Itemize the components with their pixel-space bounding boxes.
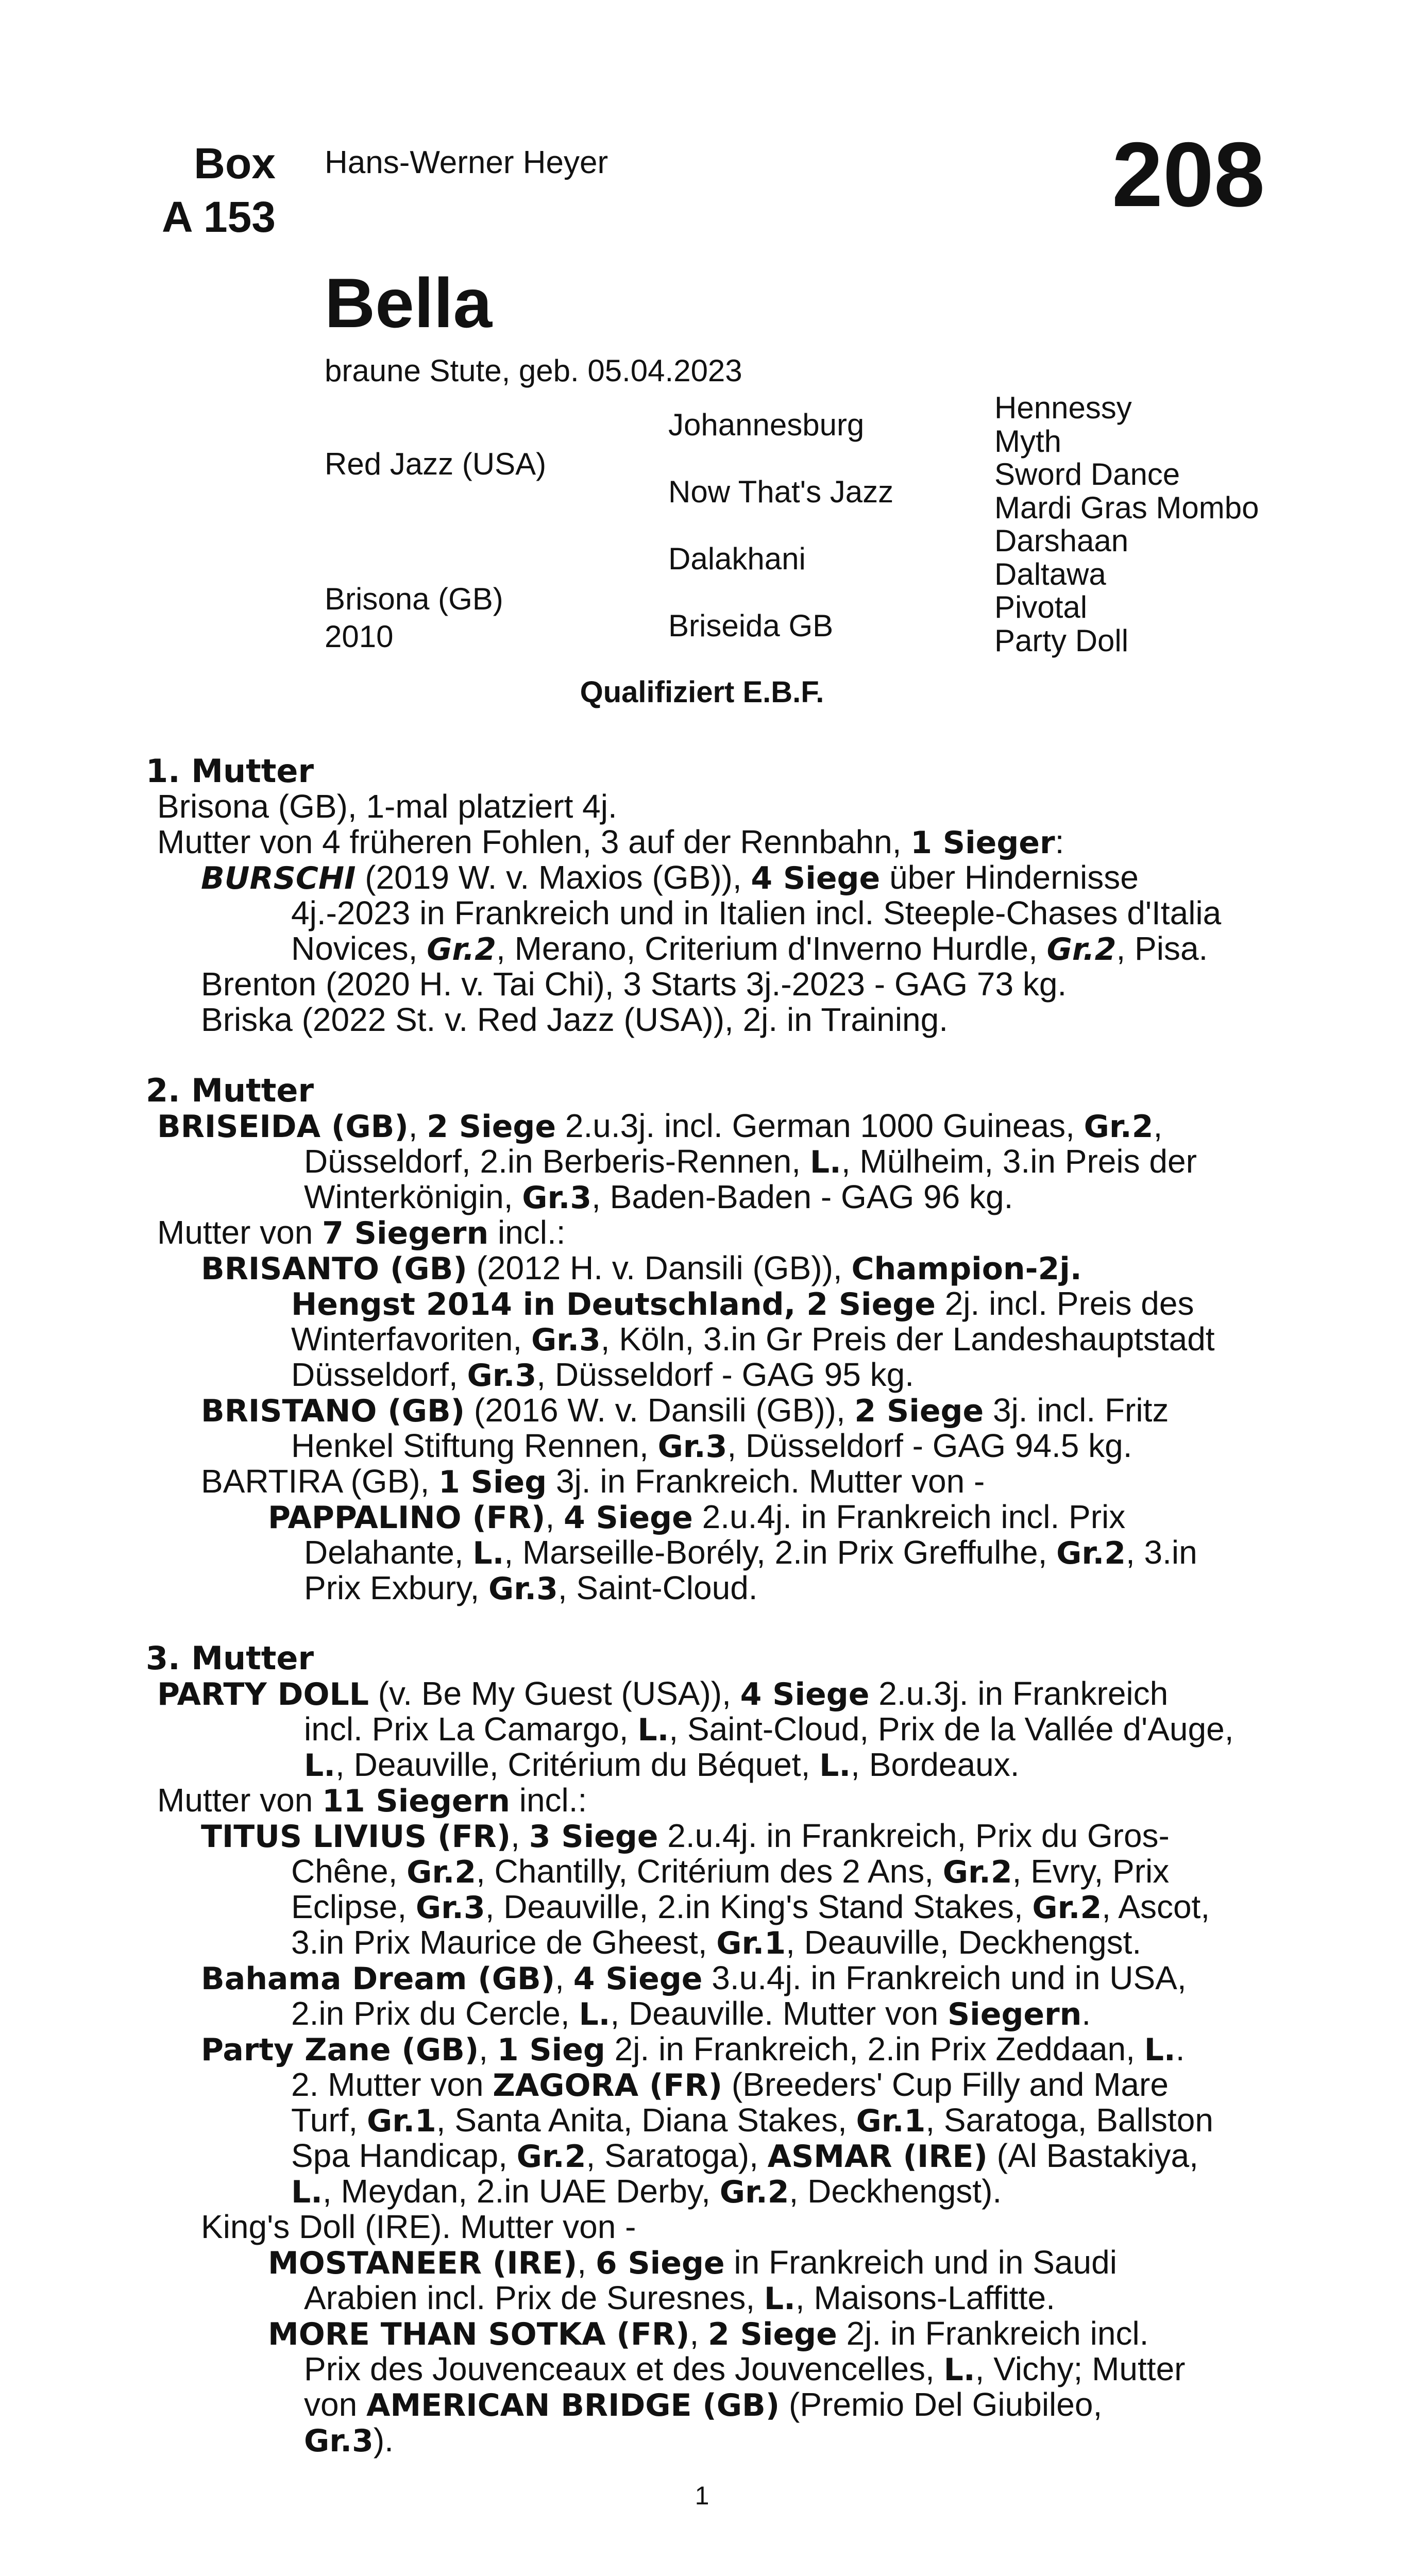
progeny-pappalino-cont: Prix Exbury, Gr.3, Saint-Cloud. [304,1569,758,1607]
progeny-kings-doll: King's Doll (IRE). Mutter von - [201,2208,636,2245]
page-number: 1 [695,2481,709,2510]
progeny-bristano-cont: Henkel Stiftung Rennen, Gr.3, Düsseldorf - GAG 94.5 kg. [291,1427,1132,1465]
horse-description: braune Stute, geb. 05.04.2023 [325,353,742,388]
pedigree-ggp: Mardi Gras Mombo [994,490,1259,525]
progeny-bahama-dream-cont: 2.in Prix du Cercle, L., Deauville. Mutter von Siegern. [291,1995,1091,2032]
pedigree-great-grandparents [994,392,1259,657]
qualification: Qualifiziert E.B.F. [580,675,824,709]
progeny-titus-livius-cont: 3.in Prix Maurice de Gheest, Gr.1, Deauville, Deckhengst. [291,1924,1142,1961]
second-dam-heading: 2. Mutter [146,1072,314,1109]
third-dam-party-doll: PARTY DOLL (v. Be My Guest (USA)), 4 Siege 2.u.3j. in Frankreich [157,1675,1169,1713]
horse-name: Bella [325,264,493,342]
second-dam-briseida-cont: Düsseldorf, 2.in Berberis-Rennen, L., Mülheim, 3.in Preis der [304,1143,1197,1180]
box-number: A 153 [161,193,276,241]
pedigree-ggp: Darshaan [994,523,1129,558]
progeny-briska: Briska (2022 St. v. Red Jazz (USA)), 2j. in Training. [201,1001,948,1038]
progeny-party-zane-cont: L., Meydan, 2.in UAE Derby, Gr.2, Deckhengst). [291,2173,1002,2210]
progeny-brisanto: BRISANTO (GB) (2012 H. v. Dansili (GB)), Champion-2j. [201,1249,1082,1287]
third-dam-mother-of: Mutter von 11 Siegern incl.: [157,1782,587,1819]
second-dam-briseida-cont: Winterkönigin, Gr.3, Baden-Baden - GAG 96 kg. [304,1178,1013,1216]
progeny-brenton: Brenton (2020 H. v. Tai Chi), 3 Starts 3j.-2023 - GAG 73 kg. [201,965,1067,1003]
progeny-pappalino-cont: Delahante, L., Marseille-Borély, 2.in Prix Greffulhe, Gr.2, 3.in [304,1534,1197,1571]
progeny-party-zane-cont: Turf, Gr.1, Santa Anita, Diana Stakes, Gr.1, Saratoga, Ballston [291,2102,1213,2139]
progeny-titus-livius-cont: Eclipse, Gr.3, Deauville, 2.in King's Stand Stakes, Gr.2, Ascot, [291,1888,1210,1926]
first-dam-progeny: Mutter von 4 früheren Fohlen, 3 auf der Rennbahn, 1 Sieger: [157,823,1064,861]
pedigree-sire: Red Jazz (USA) [325,447,547,481]
pedigree-sire-sire: Johannesburg [668,408,865,442]
progeny-more-than-sotka-cont: Prix des Jouvenceaux et des Jouvencelles, L., Vichy; Mutter [304,2350,1186,2388]
second-dam-briseida: BRISEIDA (GB), 2 Siege 2.u.3j. incl. German 1000 Guineas, Gr.2, [157,1107,1163,1145]
pedigree-ggp: Hennessy [994,391,1132,425]
progeny-more-than-sotka-cont: Gr.3). [304,2421,394,2459]
progeny-burschi-cont: Novices, Gr.2, Merano, Criterium d'Inverno Hurdle, Gr.2, Pisa. [291,930,1208,968]
lot-number: 208 [1112,123,1265,226]
progeny-bristano: BRISTANO (GB) (2016 W. v. Dansili (GB)), 2 Siege 3j. incl. Fritz [201,1392,1169,1429]
progeny-party-zane-cont: Spa Handicap, Gr.2, Saratoga), ASMAR (IRE) (Al Bastakiya, [291,2137,1198,2175]
pedigree-ggp: Party Doll [994,623,1129,658]
box-label [106,137,276,244]
progeny-pappalino: PAPPALINO (FR), 4 Siege 2.u.4j. in Frankreich incl. Prix [268,1498,1126,1536]
third-dam-party-doll-cont: L., Deauville, Critérium du Béquet, L., Bordeaux. [304,1746,1020,1784]
progeny-mostaneer-cont: Arabien incl. Prix de Suresnes, L., Maisons-Laffitte. [304,2279,1055,2317]
pedigree-dam-year: 2010 [325,619,394,654]
pedigree-sire-dam: Now That's Jazz [668,474,894,509]
progeny-burschi: BURSCHI (2019 W. v. Maxios (GB)), 4 Siege über Hindernisse [201,859,1139,896]
progeny-more-than-sotka: MORE THAN SOTKA (FR), 2 Siege 2j. in Frankreich incl. [268,2315,1149,2352]
third-dam-heading: 3. Mutter [146,1639,314,1677]
third-dam-party-doll-cont: incl. Prix La Camargo, L., Saint-Cloud, Prix de la Vallée d'Auge, [304,1710,1234,1748]
first-dam-line: Brisona (GB), 1-mal platziert 4j. [157,788,617,825]
progeny-party-zane: Party Zane (GB), 1 Sieg 2j. in Frankreich, 2.in Prix Zeddaan, L.. [201,2030,1185,2068]
progeny-more-than-sotka-cont: von AMERICAN BRIDGE (GB) (Premio Del Giubileo, [304,2386,1103,2424]
pedigree-ggp: Myth [994,423,1062,459]
progeny-brisanto-cont: Winterfavoriten, Gr.3, Köln, 3.in Gr Preis der Landeshauptstadt [291,1320,1215,1358]
progeny-bartira: BARTIRA (GB), 1 Sieg 3j. in Frankreich. Mutter von - [201,1463,985,1500]
progeny-titus-livius: TITUS LIVIUS (FR), 3 Siege 2.u.4j. in Frankreich, Prix du Gros- [201,1817,1170,1855]
pedigree-dam: Brisona (GB) [325,582,503,616]
pedigree-dam-sire: Dalakhani [668,541,806,576]
box-label-text: Box [194,139,276,188]
progeny-brisanto-cont: Düsseldorf, Gr.3, Düsseldorf - GAG 95 kg. [291,1356,915,1394]
breeder-name: Hans-Werner Heyer [325,145,608,180]
progeny-brisanto-cont: Hengst 2014 in Deutschland, 2 Siege 2j. incl. Preis des [291,1285,1194,1323]
progeny-burschi-cont: 4j.-2023 in Frankreich und in Italien incl. Steeple-Chases d'Italia [291,894,1222,931]
pedigree-ggp: Pivotal [994,590,1088,624]
pedigree-ggp: Daltawa [994,556,1106,591]
pedigree-ggp: Sword Dance [994,457,1180,492]
progeny-mostaneer: MOSTANEER (IRE), 6 Siege in Frankreich und in Saudi [268,2244,1117,2281]
progeny-titus-livius-cont: Chêne, Gr.2, Chantilly, Critérium des 2 Ans, Gr.2, Evry, Prix [291,1853,1170,1890]
second-dam-mother-of: Mutter von 7 Siegern incl.: [157,1214,566,1251]
pedigree-dam-dam: Briseida GB [668,608,834,643]
progeny-bahama-dream: Bahama Dream (GB), 4 Siege 3.u.4j. in Frankreich und in USA, [201,1959,1187,1997]
first-dam-heading: 1. Mutter [146,752,314,790]
progeny-party-zane-cont: 2. Mutter von ZAGORA (FR) (Breeders' Cup Filly and Mare [291,2066,1169,2104]
